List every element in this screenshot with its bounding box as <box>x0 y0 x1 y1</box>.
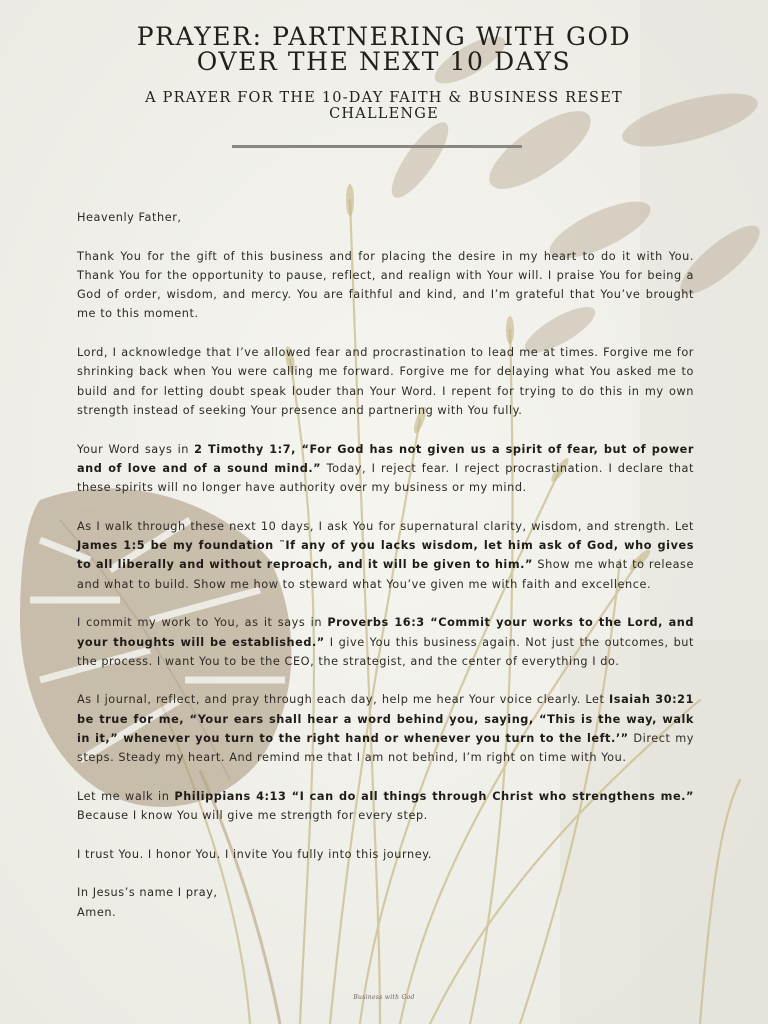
page-title <box>60 24 708 74</box>
prayer-text: I trust You. I honor You. I invite You fully into this journey. <box>77 847 432 861</box>
prayer-paragraph <box>77 343 694 420</box>
prayer-paragraph <box>77 247 694 324</box>
scripture-quote: 2 Timothy 1:7, “For God has not given us a spirit of fear, but of power and of love and of a sound mind.” <box>77 442 695 475</box>
prayer-text: Today, I reject fear. I reject procrastination. I declare that these spirits will no longer have authority over my business or my mind. <box>77 461 694 495</box>
scripture-quote: Philippians 4:13 “I can do all things through Christ who strengthens me.” <box>174 789 694 803</box>
signature-mark: Business with God <box>353 994 415 1001</box>
prayer-text: Heavenly Father, <box>77 211 182 224</box>
prayer-paragraph <box>77 517 694 594</box>
subtitle-line-1: A PRAYER FOR THE 10-DAY FAITH & BUSINESS RESET <box>145 90 623 106</box>
prayer-paragraph <box>77 903 694 922</box>
prayer-text: I give You this business again. Not just the outcomes, but the process. I want You to be the CEO, the strategist, and the center of everything I do. <box>77 635 695 668</box>
scripture-quote: James 1:5 be my foundation ¨If any of you lacks wisdom, let him ask of God, who gives to all liberally and without reproach, and it will be given to him.” <box>77 539 694 572</box>
prayer-paragraph <box>77 845 694 864</box>
prayer-paragraph <box>77 440 694 498</box>
prayer-text: Direct my steps. Steady my heart. And remind me that I am not behind, I’m right on time with You. <box>77 732 695 765</box>
prayer-paragraph <box>77 883 694 902</box>
subtitle-line-2: CHALLENGE <box>329 106 439 122</box>
scripture-quote: Isaiah 30:21 be true for me, “Your ears shall hear a word behind you, saying, “This is the way, walk in it,” whenever you turn to the right hand or whenever you turn to the left.’” <box>77 693 694 746</box>
prayer-text: As I walk through these next 10 days, I ask You for supernatural clarity, wisdom, and strength. Let <box>77 519 694 533</box>
title-line-1: PRAYER: PARTNERING WITH GOD <box>136 22 632 51</box>
prayer-text: I commit my work to You, as it says in <box>77 616 328 630</box>
prayer-body <box>77 208 694 922</box>
prayer-text: Your Word says in <box>77 442 195 456</box>
page-subtitle <box>60 90 708 122</box>
prayer-text: Because I know You will give me strength for every step. <box>77 809 428 823</box>
prayer-text: Lord, I acknowledge that I’ve allowed fear and procrastination to lead me at times. Forgive me for shrinking back when You were calling me forward. Forgive me for delaying what You asked me to build and for letting doubt speak louder than Your Word. I repent for trying to do this in my own strength instead of seeking Your presence and partnering with You fully. <box>77 346 694 417</box>
prayer-paragraph <box>77 690 694 767</box>
prayer-text: Show me what to release and what to build. Show me how to steward what You’ve given me with faith and excellence. <box>77 558 694 591</box>
prayer-text: Thank You for the gift of this business and for placing the desire in my heart to do it with You. Thank You for the opportunity to pause, reflect, and realign with Your will. I praise You for being a God of order, wisdom, and mercy. You are faithful and kind, and I’m grateful that You’ve brought me to this moment. <box>77 249 694 321</box>
prayer-text: Amen. <box>77 905 117 919</box>
prayer-paragraph <box>77 787 694 826</box>
title-line-2: OVER THE NEXT 10 DAYS <box>196 47 572 76</box>
prayer-paragraph <box>77 208 694 227</box>
prayer-text: As I journal, reflect, and pray through each day, help me hear Your voice clearly. Let <box>77 693 610 707</box>
title-divider <box>232 145 522 148</box>
prayer-text: Let me walk in <box>77 789 175 803</box>
prayer-text: In Jesus’s name I pray, <box>77 886 218 900</box>
scripture-quote: Proverbs 16:3 “Commit your works to the Lord, and your thoughts will be established.” <box>77 616 694 649</box>
prayer-paragraph <box>77 613 694 671</box>
